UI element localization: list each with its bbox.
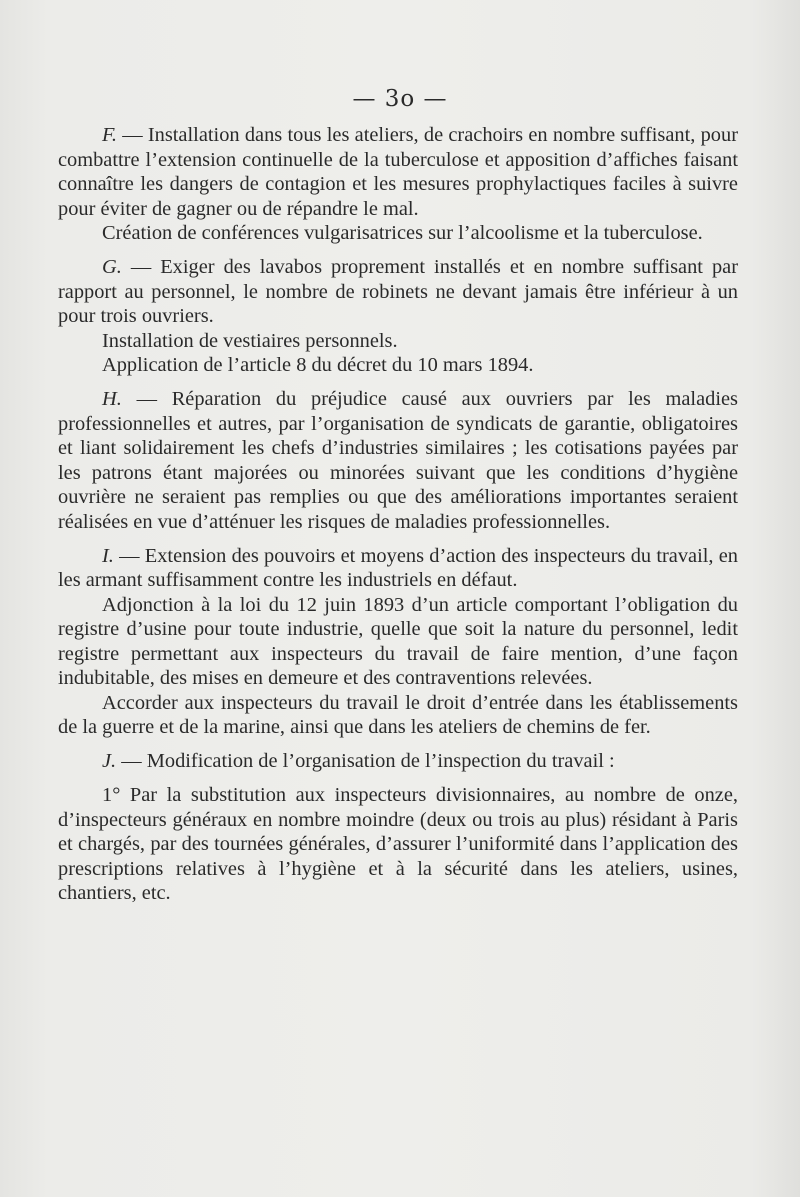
section-label: J. xyxy=(102,750,117,772)
paragraph: Adjonction à la loi du 12 juin 1893 d’un article comportant l’obligation du registre d’usine pour toute industrie, quelle que soit la nature du personnel, ledit registre permettant aux inspecteurs du travail de faire mention, d’une façon indubitable, des mises en demeure et des contraventions relevées. xyxy=(58,593,738,689)
paragraph: Accorder aux inspecteurs du travail le droit d’entrée dans les établissements de la guerre et de la marine, ainsi que dans les ateliers de chemins de fer. xyxy=(58,691,738,738)
section-label: G. xyxy=(102,256,122,278)
page-number: — 3o — xyxy=(352,86,448,112)
paragraph: 1° Par la substitution aux inspecteurs divisionnaires, au nombre de onze, d’inspecteurs généraux en nombre moindre (deux ou trois au plus) résidant à Paris et chargés, par des tournées générales, d’assurer l’uniformité dans l’application des prescriptions relatives à l’hygiène et à la sécurité dans les ateliers, usines, chantiers, etc. xyxy=(58,784,738,904)
section-label: H. xyxy=(102,388,122,410)
paragraph: Application de l’article 8 du décret du 10 mars 1894. xyxy=(102,354,534,376)
paragraph: Création de conférences vulgarisatrices sur l’alcoolisme et la tuberculose. xyxy=(102,222,703,244)
paragraph-j: J. — Modification de l’organisation de l’inspection du travail : xyxy=(102,750,615,772)
body-text xyxy=(58,123,738,906)
paragraph-h: H. — Réparation du préjudice causé aux ouvriers par les maladies professionnelles et autres, par l’organisation de syndicats de garantie, obligatoires et liant solidairement les chefs d’industries similaires ; les cotisations payées par les patrons étant majorées ou minorées suivant que les conditions d’hygiène ouvrière ne seraient pas remplies ou que des améliorations importantes seraient réalisées en vue d’atténuer les risques de maladies professionnelles. xyxy=(58,388,738,533)
paragraph-g: G. — Exiger des lavabos proprement installés et en nombre suffisant par rapport au personnel, le nombre de robinets ne devant jamais être inférieur à un pour trois ouvriers. xyxy=(58,256,738,327)
section-label: F. xyxy=(102,124,117,146)
paragraph: Installation de vestiaires personnels. xyxy=(102,329,398,352)
paragraph-f: F. — Installation dans tous les ateliers, de crachoirs en nombre suffisant, pour combattre l’extension continuelle de la tuberculose et apposition d’affiches faisant connaître les dangers de contagion et les mesures prophylactiques faciles à suivre pour éviter de gagner ou de répandre le mal. xyxy=(58,124,738,220)
section-label: I. xyxy=(102,544,114,567)
paragraph-i: I. — Extension des pouvoirs et moyens d’action des inspecteurs du travail, en les armant suffisamment contre les industriels en défaut. xyxy=(58,544,738,591)
